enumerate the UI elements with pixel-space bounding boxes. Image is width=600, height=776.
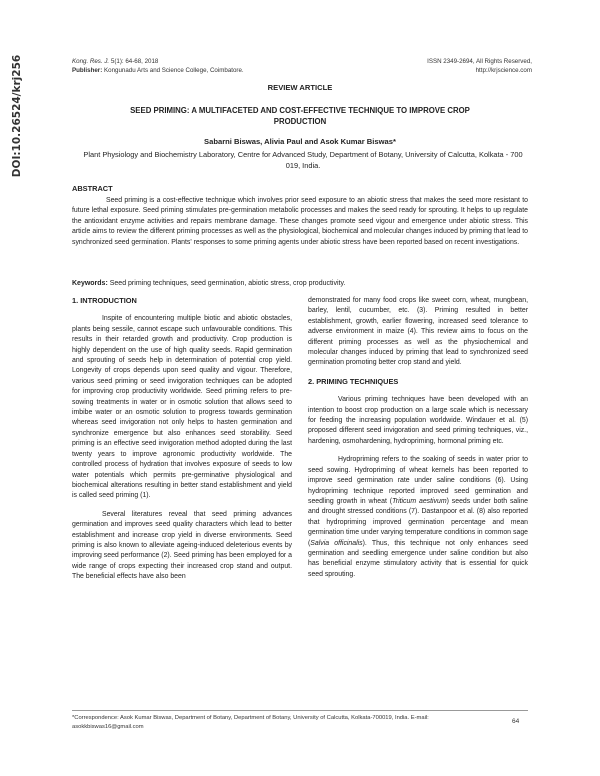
- paper-title: SEED PRIMING: A MULTIFACETED AND COST-EFFECTIVE TECHNIQUE TO IMPROVE CROP PRODUCTION: [130, 106, 470, 126]
- doi-sidebar[interactable]: DOI:10.26524/krj256: [11, 54, 23, 178]
- intro-paragraph-continued: demonstrated for many food crops like sweet corn, wheat, mungbean, barley, lentil, cucumber, etc. (3). Priming resulted in better establishment, growth, earlier flowering, increased seed tolerance to adverse environment in maize (4). This review aims to focus on the different priming processes as well as the physiochemical and molecular changes induced by priming that lead to synchronized seed germination promoting better crop stand and yield.: [308, 297, 528, 367]
- keywords-text: Seed priming techniques, seed germination, abiotic stress, crop productivity.: [109, 280, 346, 287]
- section-heading-priming-techniques: 2. PRIMING TECHNIQUES: [308, 376, 399, 386]
- footnote-divider: [72, 710, 528, 711]
- journal-url-link[interactable]: http://krjscience.com: [475, 67, 532, 74]
- article-type: REVIEW ARTICLE: [267, 83, 333, 92]
- priming-p2-part-a: Hydropriming refers to the soaking of seeds in water prior to seed sowing. Hydropriming of wheat kernels has been reported to improve seed germination rate under saline conditions (6). Using hydropriming technique reported improved seed germination and seedling growth in wheat (: [308, 456, 528, 505]
- priming-paragraph-1: Various priming techniques have been developed with an intention to boost crop production on a large scale which is necessary for feeding the increasing population worldwide. Windauer et al. (5) proposed different seed invigoration and seed priming techniques, viz., hardening, osmohardening, hydropriming, hormonal priming etc.: [308, 396, 528, 445]
- page-number: 64: [512, 718, 520, 725]
- correspondence-footnote: *Correspondence: Asok Kumar Biswas, Department of Botany, Department of Botany, University of Calcutta, Kolkata-700019, India. E-mail: asokkbiswas16@gmail.com: [72, 715, 429, 730]
- intro-paragraph-2: Several literatures reveal that seed priming advances germination and improves seed quality characters which lead to better establishment and increase crop yield in diverse environments. Seed priming is also known to alleviate ageing-induced deleterious events by improving seed performance (2). Seed priming has been employed for a wide range of crops expecting their increased crop stand and output. The beneficial effects have also been: [72, 510, 292, 581]
- author-affiliation: Plant Physiology and Biochemistry Laboratory, Centre for Advanced Study, Department of Botany, University of Calcutta, Kolkata - 700 019, India.: [83, 150, 523, 170]
- intro-paragraph-1: Inspite of encountering multiple biotic and abiotic obstacles, plants being sessile, cannot escape such unfavourable conditions. This results in their retarded growth and productivity. Crop production is highly dependent on the use of high quality seeds. Rapid germination and sprouting of seeds help in determination of potential crop yield. Longevity of crops depends upon seed quality and vigour. Therefore, various seed priming or seed invigoration techniques can be adopted for improving crop productivity worldwide. Seed priming refers to pre-sowing treatments in water or in osmotic solution that allows seed to imbibe water or an osmotic solution to progress towards germination whereas seed invigoration not only helps to hasten germination and synchronize emergence but also enhances seed storability. Seed priming is an effective seed invigoration method adopted during the last twenty years to improve agronomic productivity worldwide. The controlled process of hydration that involves exposure of seeds to low water potentials which permits pre-germinative physiological and biochemical alterations resulting in better stand establishment and yield is called seed priming (1).: [72, 315, 292, 500]
- journal-header: [72, 57, 244, 75]
- publisher-name: Kongunadu Arts and Science College, Coimbatore.: [104, 67, 244, 74]
- issn-header: [332, 57, 532, 75]
- priming-paragraph-2: [308, 455, 528, 580]
- priming-p2-part-c: ) seeds under both saline and drought stressed conditions (7). Dastanpoor et al. (8) also reported that hydropriming improved germination percentage and mean germination time under varying temperature conditions in common sage (: [308, 497, 528, 547]
- author-list: Sabarni Biswas, Alivia Paul and Asok Kumar Biswas*: [204, 137, 396, 146]
- issn-text: ISSN 2349-2694, All Rights Reserved,: [427, 58, 532, 65]
- left-column: [72, 296, 292, 591]
- abstract-heading: ABSTRACT: [72, 184, 113, 193]
- keywords-label: Keywords:: [72, 280, 108, 287]
- species-triticum: Triticum aestivum: [392, 497, 447, 505]
- right-column: [308, 296, 528, 588]
- keywords-line: [72, 280, 528, 287]
- journal-volume: 5(1): 64-68, 2018: [110, 58, 159, 65]
- species-salvia: Salvia officinalis: [310, 539, 363, 547]
- section-heading-introduction: 1. INTRODUCTION: [72, 296, 137, 305]
- priming-p2-part-e: ). Thus, this technique not only enhances seed germination and seedling emergence under saline condition but also has beneficial enzyme stimulatory activity that is essential for quick seed sprouting.: [308, 539, 528, 578]
- publisher-label: Publisher:: [72, 67, 103, 74]
- abstract-text: Seed priming is a cost-effective technique which involves prior seed exposure to an abiotic stress that makes the seed more resistant to future lethal exposure. Seed priming stimulates pre-germination metabolic processes and makes the seed ready for sprouting. It helps to up regulate the antioxidant enzyme activities and repairs membrane damage. These changes promote seed vigour and emergence under abiotic stress. This article aims to review the different priming processes as well as the physiological, biochemical and molecular changes induced by priming that lead to synchronized seed germination. Plants' responses to some priming agents under abiotic stress have been reported based on recent investigations.: [72, 197, 528, 246]
- journal-name: Kong. Res. J.: [72, 58, 110, 65]
